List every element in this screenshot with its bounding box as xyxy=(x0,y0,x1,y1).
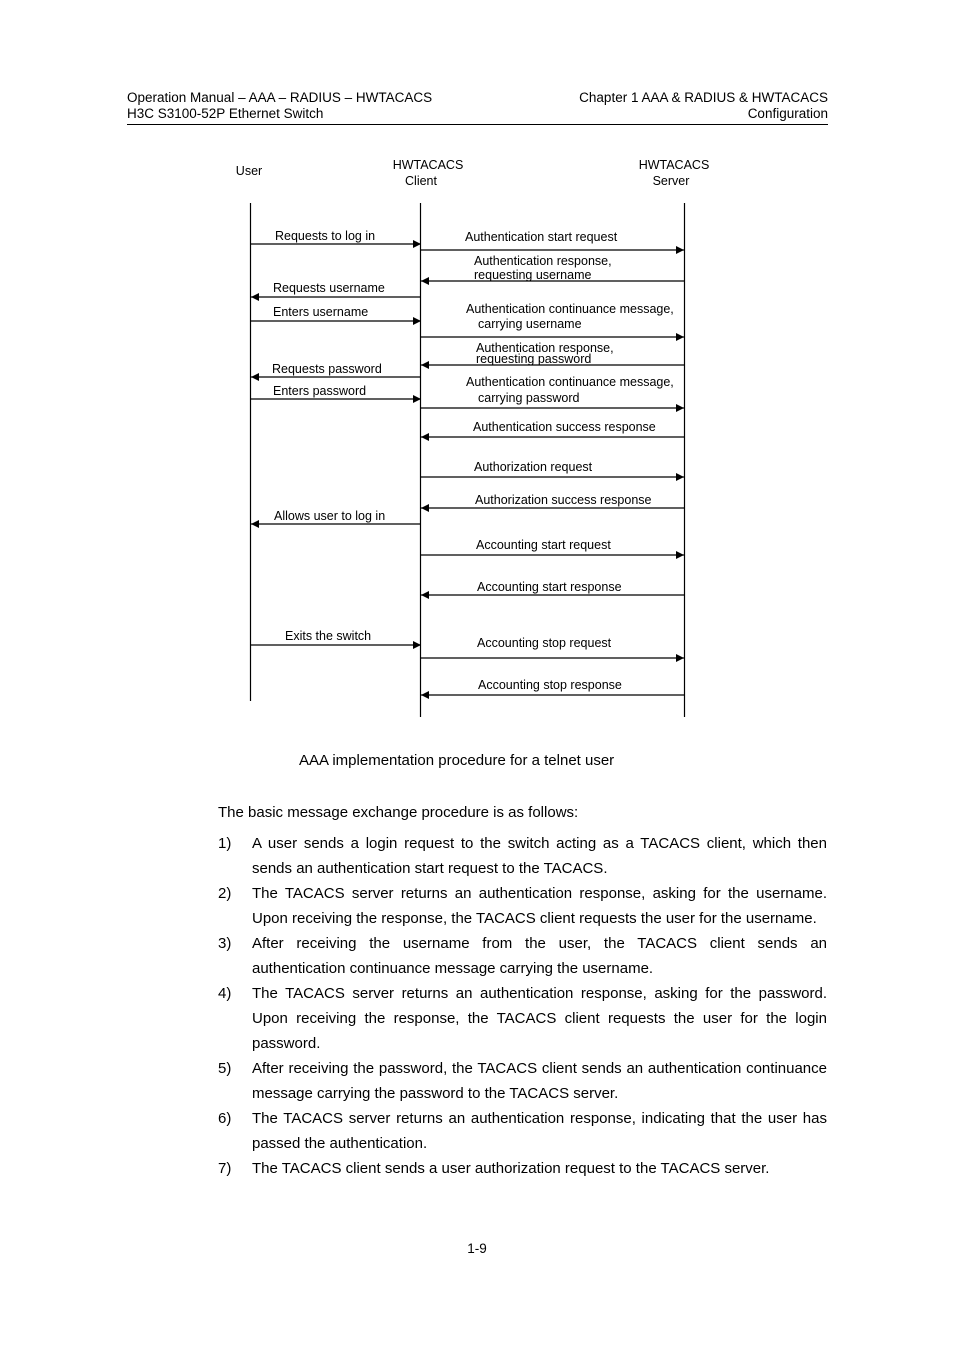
figure-caption: AAA implementation procedure for a telnet user xyxy=(299,752,615,769)
message-label: Authorization request xyxy=(474,460,593,474)
message-label: Authentication response, xyxy=(476,341,614,355)
step-number: 1) xyxy=(218,835,232,852)
step-number: 6) xyxy=(218,1110,232,1127)
step-item xyxy=(218,831,827,881)
step-number: 3) xyxy=(218,935,232,952)
step-item xyxy=(218,931,827,981)
actor-server-label-line1: HWTACACS xyxy=(638,158,710,172)
step-number: 7) xyxy=(218,1160,232,1177)
step-text: The TACACS server returns an authentication response, asking for the password. Upon receiving the response, the TACACS client requests the user for the login password. xyxy=(252,985,827,1052)
message-label: Requests to log in xyxy=(275,229,376,243)
product-name: H3C S3100-52P Ethernet Switch xyxy=(127,106,324,121)
page-number: 1-9 xyxy=(467,1241,487,1256)
message-label: requesting username xyxy=(474,268,592,282)
message-layer xyxy=(251,229,684,695)
actor-client-label-line1: HWTACACS xyxy=(392,158,464,172)
step-item xyxy=(218,981,827,1056)
message-label: Authentication start request xyxy=(465,230,618,244)
step-number: 4) xyxy=(218,985,232,1002)
message-label: Authentication continuance message, xyxy=(466,375,674,389)
step-item xyxy=(218,1106,827,1156)
step-item xyxy=(218,1056,827,1106)
intro-paragraph: The basic message exchange procedure is as follows: xyxy=(218,804,579,821)
message-label: Authorization success response xyxy=(475,493,652,507)
message-label: Enters username xyxy=(273,305,369,319)
actor-server-label-line2: Server xyxy=(652,174,690,188)
message-label: Authentication success response xyxy=(473,420,656,434)
message-label: Allows user to log in xyxy=(274,509,386,523)
actor-user-label: User xyxy=(235,164,263,178)
procedure-steps xyxy=(218,831,827,1181)
step-number: 5) xyxy=(218,1060,232,1077)
manual-title: Operation Manual – AAA – RADIUS – HWTACACS xyxy=(127,90,433,105)
step-item xyxy=(218,881,827,931)
chapter-title: Chapter 1 AAA & RADIUS & HWTACACS xyxy=(579,90,828,105)
message-label: Authentication response, xyxy=(474,254,612,268)
step-text: The TACACS server returns an authentication response, indicating that the user has passed the authentication. xyxy=(252,1110,827,1152)
step-item xyxy=(218,1156,827,1181)
message-label: Requests username xyxy=(273,281,385,295)
actor-client-label-line2: Client xyxy=(405,174,437,188)
section-name: Configuration xyxy=(747,106,828,121)
message-label: Requests password xyxy=(272,362,382,376)
step-number: 2) xyxy=(218,885,232,902)
message-label: Accounting stop response xyxy=(478,678,622,692)
message-label: Accounting stop request xyxy=(477,636,612,650)
message-label: Accounting start request xyxy=(476,538,611,552)
message-label: Enters password xyxy=(273,384,367,398)
step-text: The TACACS client sends a user authorization request to the TACACS server. xyxy=(252,1160,770,1177)
step-text: The TACACS server returns an authentication response, asking for the username. Upon receiving the response, the TACACS client requests the user for the username. xyxy=(252,885,827,927)
step-text: After receiving the password, the TACACS client sends an authentication continuance message carrying the password to the TACACS server. xyxy=(252,1060,827,1102)
step-text: After receiving the username from the user, the TACACS client sends an authentication continuance message carrying the username. xyxy=(252,935,827,977)
message-label: Exits the switch xyxy=(285,629,372,643)
message-label: carrying password xyxy=(478,391,580,405)
message-label: requesting password xyxy=(476,352,592,366)
step-text: A user sends a login request to the switch acting as a TACACS client, which then sends an authentication start request to the TACACS. xyxy=(252,835,827,877)
message-label: Authentication continuance message, xyxy=(466,302,674,316)
message-label: Accounting start response xyxy=(477,580,622,594)
message-label: carrying username xyxy=(478,317,582,331)
